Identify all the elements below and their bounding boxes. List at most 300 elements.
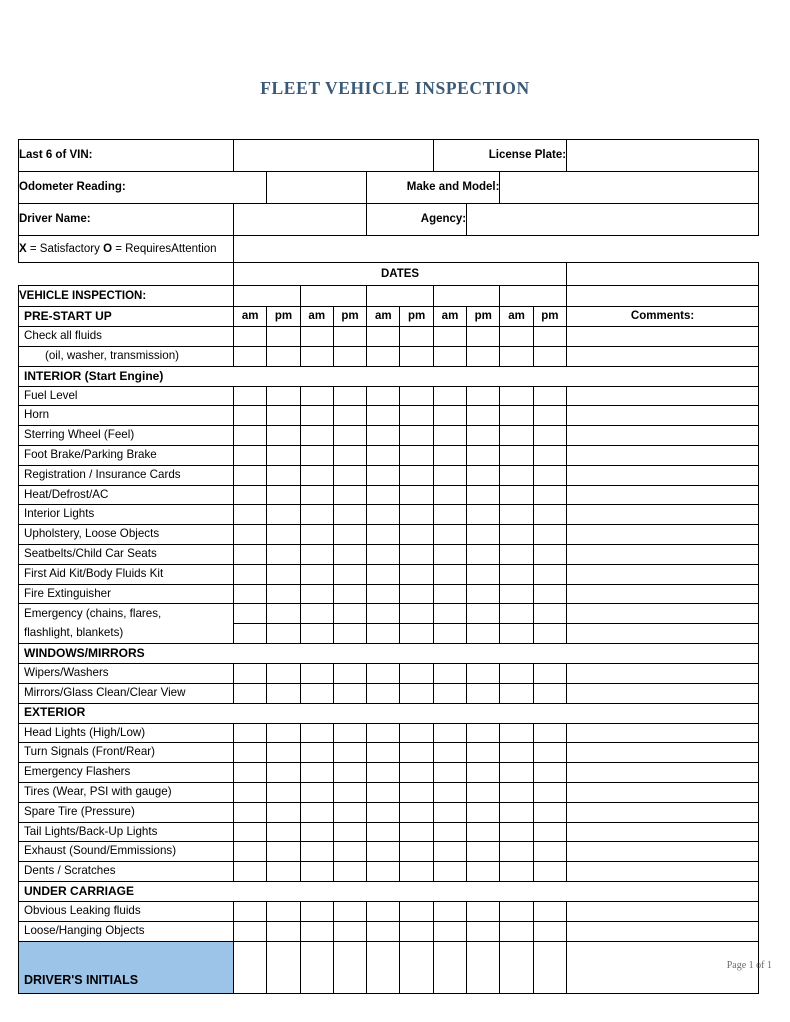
check-cell[interactable]	[433, 663, 466, 683]
check-cell[interactable]	[533, 505, 566, 525]
check-cell[interactable]	[533, 921, 566, 941]
check-cell[interactable]	[300, 406, 333, 426]
check-cell[interactable]	[433, 346, 466, 366]
check-cell[interactable]	[234, 782, 267, 802]
check-cell[interactable]	[433, 802, 466, 822]
check-cell[interactable]	[467, 327, 500, 347]
check-cell[interactable]	[300, 346, 333, 366]
check-cell[interactable]	[467, 683, 500, 703]
check-cell[interactable]	[267, 683, 300, 703]
check-cell[interactable]	[500, 763, 533, 783]
make-model-input[interactable]	[500, 172, 759, 204]
check-cell[interactable]	[300, 802, 333, 822]
check-cell[interactable]	[400, 406, 433, 426]
check-cell[interactable]	[267, 763, 300, 783]
check-cell[interactable]	[500, 465, 533, 485]
check-cell[interactable]	[467, 525, 500, 545]
check-cell[interactable]	[333, 564, 366, 584]
check-cell[interactable]	[400, 346, 433, 366]
check-cell[interactable]	[500, 406, 533, 426]
check-cell[interactable]	[400, 465, 433, 485]
check-cell[interactable]	[367, 426, 400, 446]
comment-cell[interactable]	[567, 842, 759, 862]
check-cell[interactable]	[533, 525, 566, 545]
comment-cell[interactable]	[567, 624, 759, 644]
check-cell[interactable]	[433, 327, 466, 347]
check-cell[interactable]	[367, 802, 400, 822]
check-cell[interactable]	[433, 604, 466, 624]
check-cell[interactable]	[400, 584, 433, 604]
check-cell[interactable]	[533, 544, 566, 564]
check-cell[interactable]	[500, 862, 533, 882]
check-cell[interactable]	[500, 445, 533, 465]
check-cell[interactable]	[533, 663, 566, 683]
check-cell[interactable]	[367, 743, 400, 763]
check-cell[interactable]	[333, 901, 366, 921]
check-cell[interactable]	[234, 862, 267, 882]
check-cell[interactable]	[400, 763, 433, 783]
check-cell[interactable]	[267, 346, 300, 366]
check-cell[interactable]	[500, 485, 533, 505]
check-cell[interactable]	[433, 842, 466, 862]
check-cell[interactable]	[367, 723, 400, 743]
check-cell[interactable]	[433, 743, 466, 763]
check-cell[interactable]	[400, 921, 433, 941]
comment-cell[interactable]	[567, 485, 759, 505]
check-cell[interactable]	[400, 901, 433, 921]
check-cell[interactable]	[234, 465, 267, 485]
check-cell[interactable]	[533, 485, 566, 505]
check-cell[interactable]	[234, 802, 267, 822]
date-input-3[interactable]	[367, 286, 434, 307]
check-cell[interactable]	[234, 426, 267, 446]
check-cell[interactable]	[300, 822, 333, 842]
comment-cell[interactable]	[567, 525, 759, 545]
check-cell[interactable]	[367, 663, 400, 683]
check-cell[interactable]	[234, 624, 267, 644]
check-cell[interactable]	[433, 544, 466, 564]
check-cell[interactable]	[267, 544, 300, 564]
check-cell[interactable]	[367, 862, 400, 882]
check-cell[interactable]	[367, 445, 400, 465]
check-cell[interactable]	[400, 505, 433, 525]
check-cell[interactable]	[533, 683, 566, 703]
check-cell[interactable]	[367, 822, 400, 842]
check-cell[interactable]	[234, 822, 267, 842]
check-cell[interactable]	[267, 723, 300, 743]
check-cell[interactable]	[500, 822, 533, 842]
check-cell[interactable]	[234, 723, 267, 743]
check-cell[interactable]	[467, 624, 500, 644]
check-cell[interactable]	[300, 327, 333, 347]
check-cell[interactable]	[333, 921, 366, 941]
check-cell[interactable]	[533, 406, 566, 426]
check-cell[interactable]	[533, 346, 566, 366]
check-cell[interactable]	[234, 346, 267, 366]
check-cell[interactable]	[234, 663, 267, 683]
check-cell[interactable]	[533, 624, 566, 644]
check-cell[interactable]	[433, 763, 466, 783]
comment-cell[interactable]	[567, 822, 759, 842]
check-cell[interactable]	[267, 327, 300, 347]
comment-cell[interactable]	[567, 921, 759, 941]
check-cell[interactable]	[467, 386, 500, 406]
check-cell[interactable]	[500, 624, 533, 644]
check-cell[interactable]	[433, 426, 466, 446]
check-cell[interactable]	[433, 445, 466, 465]
check-cell[interactable]	[433, 723, 466, 743]
check-cell[interactable]	[267, 584, 300, 604]
check-cell[interactable]	[333, 465, 366, 485]
check-cell[interactable]	[300, 485, 333, 505]
check-cell[interactable]	[333, 743, 366, 763]
comment-cell[interactable]	[567, 763, 759, 783]
check-cell[interactable]	[467, 862, 500, 882]
check-cell[interactable]	[533, 802, 566, 822]
check-cell[interactable]	[234, 406, 267, 426]
comment-cell[interactable]	[567, 604, 759, 624]
check-cell[interactable]	[267, 842, 300, 862]
check-cell[interactable]	[467, 485, 500, 505]
check-cell[interactable]	[400, 862, 433, 882]
check-cell[interactable]	[400, 327, 433, 347]
check-cell[interactable]	[267, 862, 300, 882]
check-cell[interactable]	[234, 544, 267, 564]
check-cell[interactable]	[234, 921, 267, 941]
check-cell[interactable]	[234, 525, 267, 545]
check-cell[interactable]	[367, 525, 400, 545]
check-cell[interactable]	[433, 505, 466, 525]
check-cell[interactable]	[400, 683, 433, 703]
check-cell[interactable]	[333, 624, 366, 644]
comment-cell[interactable]	[567, 426, 759, 446]
check-cell[interactable]	[300, 921, 333, 941]
check-cell[interactable]	[234, 445, 267, 465]
check-cell[interactable]	[333, 802, 366, 822]
check-cell[interactable]	[234, 505, 267, 525]
comment-cell[interactable]	[567, 802, 759, 822]
check-cell[interactable]	[234, 743, 267, 763]
check-cell[interactable]	[267, 525, 300, 545]
check-cell[interactable]	[467, 426, 500, 446]
check-cell[interactable]	[367, 782, 400, 802]
comment-cell[interactable]	[567, 386, 759, 406]
check-cell[interactable]	[467, 921, 500, 941]
check-cell[interactable]	[533, 901, 566, 921]
check-cell[interactable]	[267, 921, 300, 941]
check-cell[interactable]	[234, 842, 267, 862]
check-cell[interactable]	[267, 386, 300, 406]
check-cell[interactable]	[433, 525, 466, 545]
check-cell[interactable]	[367, 901, 400, 921]
check-cell[interactable]	[333, 683, 366, 703]
check-cell[interactable]	[367, 505, 400, 525]
check-cell[interactable]	[467, 763, 500, 783]
check-cell[interactable]	[367, 624, 400, 644]
check-cell[interactable]	[467, 406, 500, 426]
check-cell[interactable]	[300, 624, 333, 644]
check-cell[interactable]	[500, 802, 533, 822]
check-cell[interactable]	[333, 525, 366, 545]
check-cell[interactable]	[333, 822, 366, 842]
date-input-5[interactable]	[500, 286, 567, 307]
check-cell[interactable]	[433, 564, 466, 584]
check-cell[interactable]	[333, 584, 366, 604]
check-cell[interactable]	[300, 763, 333, 783]
check-cell[interactable]	[400, 544, 433, 564]
comment-cell[interactable]	[567, 465, 759, 485]
check-cell[interactable]	[333, 782, 366, 802]
check-cell[interactable]	[400, 445, 433, 465]
check-cell[interactable]	[333, 346, 366, 366]
check-cell[interactable]	[267, 465, 300, 485]
check-cell[interactable]	[300, 604, 333, 624]
comment-cell[interactable]	[567, 663, 759, 683]
check-cell[interactable]	[500, 663, 533, 683]
check-cell[interactable]	[300, 782, 333, 802]
check-cell[interactable]	[267, 901, 300, 921]
odometer-input[interactable]	[267, 172, 367, 204]
check-cell[interactable]	[533, 743, 566, 763]
check-cell[interactable]	[433, 406, 466, 426]
check-cell[interactable]	[500, 327, 533, 347]
comment-cell[interactable]	[567, 901, 759, 921]
check-cell[interactable]	[367, 465, 400, 485]
check-cell[interactable]	[367, 842, 400, 862]
check-cell[interactable]	[400, 386, 433, 406]
check-cell[interactable]	[333, 445, 366, 465]
check-cell[interactable]	[500, 525, 533, 545]
check-cell[interactable]	[333, 842, 366, 862]
check-cell[interactable]	[234, 683, 267, 703]
check-cell[interactable]	[300, 426, 333, 446]
vin-input[interactable]	[234, 140, 434, 172]
check-cell[interactable]	[333, 604, 366, 624]
check-cell[interactable]	[533, 723, 566, 743]
check-cell[interactable]	[467, 822, 500, 842]
check-cell[interactable]	[300, 842, 333, 862]
check-cell[interactable]	[467, 346, 500, 366]
check-cell[interactable]	[333, 763, 366, 783]
check-cell[interactable]	[367, 921, 400, 941]
check-cell[interactable]	[467, 604, 500, 624]
check-cell[interactable]	[367, 544, 400, 564]
check-cell[interactable]	[300, 544, 333, 564]
comment-cell[interactable]	[567, 743, 759, 763]
check-cell[interactable]	[433, 921, 466, 941]
check-cell[interactable]	[500, 584, 533, 604]
check-cell[interactable]	[400, 723, 433, 743]
comment-cell[interactable]	[567, 723, 759, 743]
check-cell[interactable]	[500, 683, 533, 703]
check-cell[interactable]	[467, 723, 500, 743]
check-cell[interactable]	[400, 564, 433, 584]
check-cell[interactable]	[367, 604, 400, 624]
check-cell[interactable]	[533, 862, 566, 882]
check-cell[interactable]	[234, 604, 267, 624]
check-cell[interactable]	[467, 445, 500, 465]
comment-cell[interactable]	[567, 782, 759, 802]
check-cell[interactable]	[433, 386, 466, 406]
check-cell[interactable]	[267, 426, 300, 446]
check-cell[interactable]	[533, 584, 566, 604]
check-cell[interactable]	[267, 663, 300, 683]
check-cell[interactable]	[333, 663, 366, 683]
check-cell[interactable]	[533, 386, 566, 406]
check-cell[interactable]	[267, 802, 300, 822]
check-cell[interactable]	[533, 604, 566, 624]
check-cell[interactable]	[300, 525, 333, 545]
check-cell[interactable]	[400, 426, 433, 446]
comment-cell[interactable]	[567, 683, 759, 703]
comment-cell[interactable]	[567, 505, 759, 525]
agency-input[interactable]	[467, 204, 759, 236]
check-cell[interactable]	[500, 842, 533, 862]
check-cell[interactable]	[234, 564, 267, 584]
check-cell[interactable]	[367, 346, 400, 366]
check-cell[interactable]	[500, 743, 533, 763]
date-input-2[interactable]	[300, 286, 367, 307]
check-cell[interactable]	[300, 862, 333, 882]
check-cell[interactable]	[500, 921, 533, 941]
check-cell[interactable]	[533, 782, 566, 802]
check-cell[interactable]	[500, 604, 533, 624]
check-cell[interactable]	[433, 782, 466, 802]
comment-cell[interactable]	[567, 445, 759, 465]
check-cell[interactable]	[400, 743, 433, 763]
check-cell[interactable]	[367, 763, 400, 783]
check-cell[interactable]	[267, 743, 300, 763]
check-cell[interactable]	[533, 564, 566, 584]
check-cell[interactable]	[400, 525, 433, 545]
check-cell[interactable]	[400, 604, 433, 624]
check-cell[interactable]	[267, 485, 300, 505]
check-cell[interactable]	[433, 584, 466, 604]
check-cell[interactable]	[333, 406, 366, 426]
check-cell[interactable]	[400, 663, 433, 683]
check-cell[interactable]	[467, 802, 500, 822]
check-cell[interactable]	[500, 564, 533, 584]
check-cell[interactable]	[433, 822, 466, 842]
check-cell[interactable]	[234, 386, 267, 406]
check-cell[interactable]	[500, 346, 533, 366]
check-cell[interactable]	[467, 842, 500, 862]
check-cell[interactable]	[433, 624, 466, 644]
check-cell[interactable]	[267, 505, 300, 525]
check-cell[interactable]	[300, 683, 333, 703]
check-cell[interactable]	[300, 663, 333, 683]
check-cell[interactable]	[300, 743, 333, 763]
check-cell[interactable]	[333, 426, 366, 446]
check-cell[interactable]	[533, 842, 566, 862]
check-cell[interactable]	[467, 782, 500, 802]
check-cell[interactable]	[400, 802, 433, 822]
check-cell[interactable]	[533, 327, 566, 347]
check-cell[interactable]	[267, 406, 300, 426]
check-cell[interactable]	[400, 624, 433, 644]
check-cell[interactable]	[234, 327, 267, 347]
check-cell[interactable]	[300, 584, 333, 604]
check-cell[interactable]	[433, 485, 466, 505]
comment-cell[interactable]	[567, 327, 759, 347]
check-cell[interactable]	[333, 862, 366, 882]
check-cell[interactable]	[267, 445, 300, 465]
check-cell[interactable]	[500, 901, 533, 921]
check-cell[interactable]	[300, 465, 333, 485]
license-plate-input[interactable]	[567, 140, 759, 172]
check-cell[interactable]	[400, 822, 433, 842]
driver-name-input[interactable]	[234, 204, 367, 236]
check-cell[interactable]	[267, 822, 300, 842]
date-input-1[interactable]	[234, 286, 301, 307]
check-cell[interactable]	[367, 386, 400, 406]
check-cell[interactable]	[467, 465, 500, 485]
comment-cell[interactable]	[567, 406, 759, 426]
check-cell[interactable]	[400, 782, 433, 802]
check-cell[interactable]	[400, 485, 433, 505]
check-cell[interactable]	[300, 445, 333, 465]
check-cell[interactable]	[333, 386, 366, 406]
check-cell[interactable]	[400, 842, 433, 862]
check-cell[interactable]	[333, 327, 366, 347]
check-cell[interactable]	[300, 505, 333, 525]
check-cell[interactable]	[500, 544, 533, 564]
check-cell[interactable]	[234, 584, 267, 604]
check-cell[interactable]	[467, 505, 500, 525]
check-cell[interactable]	[433, 465, 466, 485]
check-cell[interactable]	[433, 683, 466, 703]
check-cell[interactable]	[533, 445, 566, 465]
comment-cell[interactable]	[567, 862, 759, 882]
check-cell[interactable]	[234, 485, 267, 505]
check-cell[interactable]	[500, 386, 533, 406]
check-cell[interactable]	[234, 901, 267, 921]
check-cell[interactable]	[500, 426, 533, 446]
check-cell[interactable]	[367, 683, 400, 703]
check-cell[interactable]	[333, 505, 366, 525]
check-cell[interactable]	[467, 901, 500, 921]
check-cell[interactable]	[367, 584, 400, 604]
check-cell[interactable]	[367, 327, 400, 347]
check-cell[interactable]	[500, 782, 533, 802]
check-cell[interactable]	[467, 564, 500, 584]
comment-cell[interactable]	[567, 564, 759, 584]
check-cell[interactable]	[267, 604, 300, 624]
check-cell[interactable]	[500, 723, 533, 743]
check-cell[interactable]	[367, 406, 400, 426]
check-cell[interactable]	[367, 564, 400, 584]
date-input-4[interactable]	[433, 286, 500, 307]
check-cell[interactable]	[300, 723, 333, 743]
check-cell[interactable]	[433, 862, 466, 882]
check-cell[interactable]	[267, 624, 300, 644]
check-cell[interactable]	[300, 386, 333, 406]
check-cell[interactable]	[333, 485, 366, 505]
comment-cell[interactable]	[567, 544, 759, 564]
check-cell[interactable]	[300, 564, 333, 584]
check-cell[interactable]	[467, 584, 500, 604]
check-cell[interactable]	[533, 822, 566, 842]
check-cell[interactable]	[267, 564, 300, 584]
check-cell[interactable]	[533, 426, 566, 446]
check-cell[interactable]	[367, 485, 400, 505]
check-cell[interactable]	[533, 465, 566, 485]
check-cell[interactable]	[333, 544, 366, 564]
check-cell[interactable]	[467, 743, 500, 763]
check-cell[interactable]	[300, 901, 333, 921]
check-cell[interactable]	[533, 763, 566, 783]
check-cell[interactable]	[333, 723, 366, 743]
